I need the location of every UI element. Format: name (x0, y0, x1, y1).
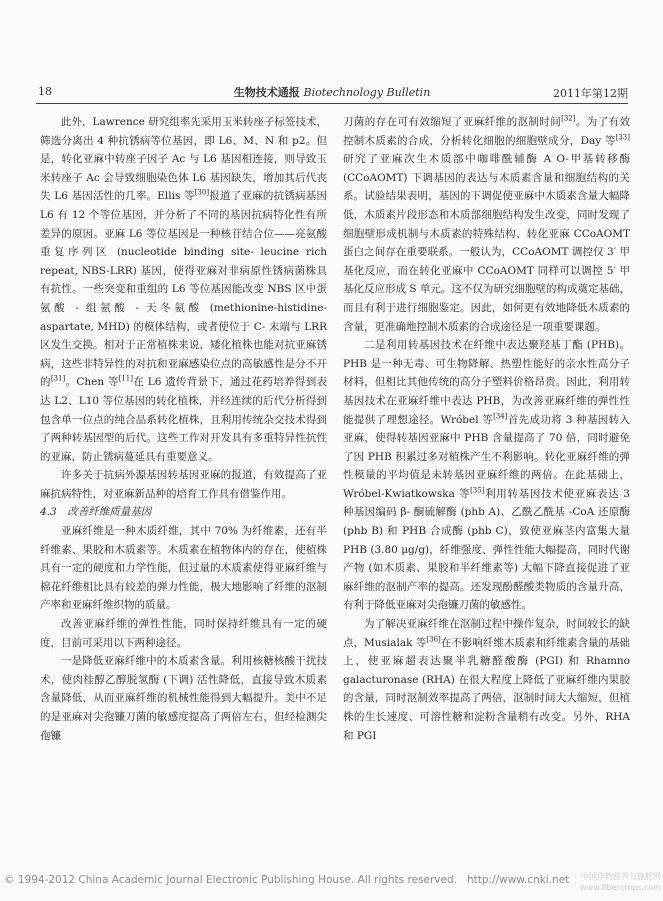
citation[interactable]: [36] (426, 635, 441, 644)
paragraph: 一是降低亚麻纤维中的木质素含量。利用核糖核酸干扰技术，使肉桂醇乙醇脱氢酶 (下调) 活性降低，直接导致木质素含量降低，从而亚麻纤维的机械性能得到大幅提升。美中不足的是亚麻对尖孢镰刀菌的敏感度提高了两倍左右，但经检测尖孢镰 (40, 655, 327, 742)
citation[interactable]: [11] (118, 374, 133, 383)
watermark-line-1: 中国作物营养与施肥网 (581, 872, 661, 881)
header-rule (36, 103, 628, 104)
paragraph: 亚麻纤维是一种木质纤维，其中 70% 为纤维素，还有半纤维素、果胶和木质素等。木质素在植物体内的存在，使植株具有一定的硬度和力学性能，但过量的木质素使得亚麻纤维与棉花纤维相比具有较差的弹力性能，极大地影响了纤维的沤制产率和亚麻纤维织物的质量。 (40, 525, 327, 612)
citation[interactable]: [31] (50, 374, 66, 383)
paragraph: 刀菌的存在可有效缩短了亚麻纤维的沤制时间[32]。为了有效控制木质素的合成，分析转化细胞的细胞壁成分，Day 等[33]研究了亚麻次生木质部中咖啡酰辅酶 A O-甲基转移酶 (CCoAOMT) 下调基因的表达与木质素含量和细胞结构的关系。试验结果表明，基因的下调促使亚麻中木质素含量大幅降低，木质素片段形态和木质部细胞结构发生改变，同时发现了细胞壁形成机制与木质素的特殊结构、转化亚麻 CCoAOMT 蛋白之间存在重要联系。一般认为，CCoAOMT 调控仅 3′ 甲基化反应，而在转化亚麻中 CCoAOMT 同样可以调控 5′ 甲基化反应形成 S 单元。这不仅为研究细胞壁的构成奠定基础，而且有利于进行细胞鉴定。因此，如何更有效地降低木质素的含量，更准确地控制木质素的合成途径是一项重要课题。 (343, 114, 631, 333)
page-number: 18 (38, 85, 52, 98)
copyright-text: © 1994-2012 China Academic Journal Electronic Publishing House. All rights reserved. (4, 874, 457, 886)
issue-label: 2011年第12期 (553, 87, 628, 100)
citation[interactable]: [34] (493, 412, 508, 420)
paragraph: 此外，Lawrence 研究组率先采用玉米转座子标签技术，筛选分离出 4 种抗锈病等位基因，即 L6、M、N 和 p2。但是，转化亚麻中转座子因子 Ac 与 L6 基因相连接，则导致玉米转座子 Ac 会导致细胞染色体 L6 基因缺失，增加其后代丧失 L6 基因活性的几率。Ellis 等[30]报道了亚麻的抗锈病基因 L6 有 12 个等位基因，并分析了不同的基因抗病特化性有所差异的原因。亚麻 L6 等位基因是一种核苷结合位——亮氨酸重复序列区 (nucleotide binding site- leucine rich repeat, NBS-LRR) 基因，使得亚麻对非病原性锈病菌株具有抗性。一些突变和重组的 L6 等位基因能改变 NBS 区中蛋氨酸 - 组氨酸 - 天冬氨酸 (methionine-histidine-aspartate, MHD) 的模体结构，或者使位于 C- 末端与 LRR 区发生交换。相对于正常植株来说，矮化植株也能对抗亚麻锈病，这些非特异性的对抗和亚麻感染位点的高敏感性是分不开的[31]。Chen 等[11]在 L6 遗传背景下，通过花药培养得到表达 L2、L10 等位基因的转化植株，并经连续的后代分析得到包含单一位点的纯合品系转化植株，且利用传统杂交技术得到了两种转基因型的后代。这些工作对开发具有多重特异性抗性的亚麻，防止锈病蔓延具有重要意义。 (40, 116, 328, 463)
right-column (343, 113, 630, 745)
section-heading: 4.3 改善纤维质量基因 (40, 506, 152, 519)
citation[interactable]: [30] (194, 188, 210, 197)
journal-title-cn: 生物技术通报 (233, 86, 300, 99)
citation[interactable]: [35] (470, 486, 485, 495)
watermark-line-2: www.fibercrops.com (580, 883, 661, 892)
cnki-link[interactable]: http://www.cnki.net (466, 874, 570, 886)
citation[interactable]: [32] (561, 114, 576, 123)
watermark (580, 871, 661, 893)
paragraph: 为了解决亚麻纤维在沤制过程中操作复杂，时间较长的缺点，Musialak 等[36]在不影响纤维木质素和纤维素含量的基础上，使亚麻超表达聚半乳糖醛酸酶 (PGI) 和 Rhamno galacturonase (RHA) 在很大程度上降低了亚麻纤维内果胶的含量，同时沤制效率提高了两倍，沤制时间大大缩短，但植株的生长速度、可溶性糖和淀粉含量稍有改变。另外，RHA 和 PGI (343, 618, 630, 742)
copyright-line (4, 874, 569, 886)
running-header (36, 82, 628, 100)
footer (0, 870, 663, 898)
journal-title-en: Biotechnology Bulletin (303, 86, 431, 99)
left-column (40, 113, 327, 745)
journal-title (36, 84, 628, 100)
paragraph: 二是利用转基因技术在纤维中表达聚羟基丁酯 (PHB)。PHB 是一种无毒、可生物降解、热塑性能好的亲水性高分子材料，但相比其他传统的高分子塑料价格昂贵。因此，利用转基因技术在亚麻纤维中表达 PHB，为改善亚麻纤维的弹性性能提供了理想途径。Wróbel 等[34]首先成功将 3 种基因转入亚麻，使得转基因亚麻中 PHB 含量提高了 70 倍，同时避免了因 PHB 积累过多对植株产生不利影响。转化亚麻纤维的弹性模量的平均值是未转基因亚麻纤维的两倍。在此基础上，Wróbel-Kwiatkowska 等[35]利用转基因技术使亚麻表达 3 种基因编码 β- 酮硫解酶 (phb A)、乙酰乙酰基 -CoA 还原酶 (phb B) 和 PHB 合成酶 (phb C)，致使亚麻茎内富集大量 PHB (3.80 μg/g)，纤维强度、弹性性能大幅提高，同时代谢产物 (如木质素、果胶和半纤维素等) 大幅下降直接促进了亚麻纤维的沤制产率的提高。还发现酚醛酸类物质的含量升高，有利于降低亚麻对尖孢镰刀菌的敏感性。 (343, 339, 630, 612)
paragraph: 许多关于抗病外源基因转基因亚麻的报道，有效提高了亚麻抗病特性，对亚麻新品种的培育工作具有借鉴作用。 (40, 469, 327, 500)
citation[interactable]: [33] (615, 133, 630, 142)
paragraph: 改善亚麻纤维的弹性性能，同时保持纤维具有一定的硬度，目前可采用以下两种途径。 (40, 618, 327, 649)
